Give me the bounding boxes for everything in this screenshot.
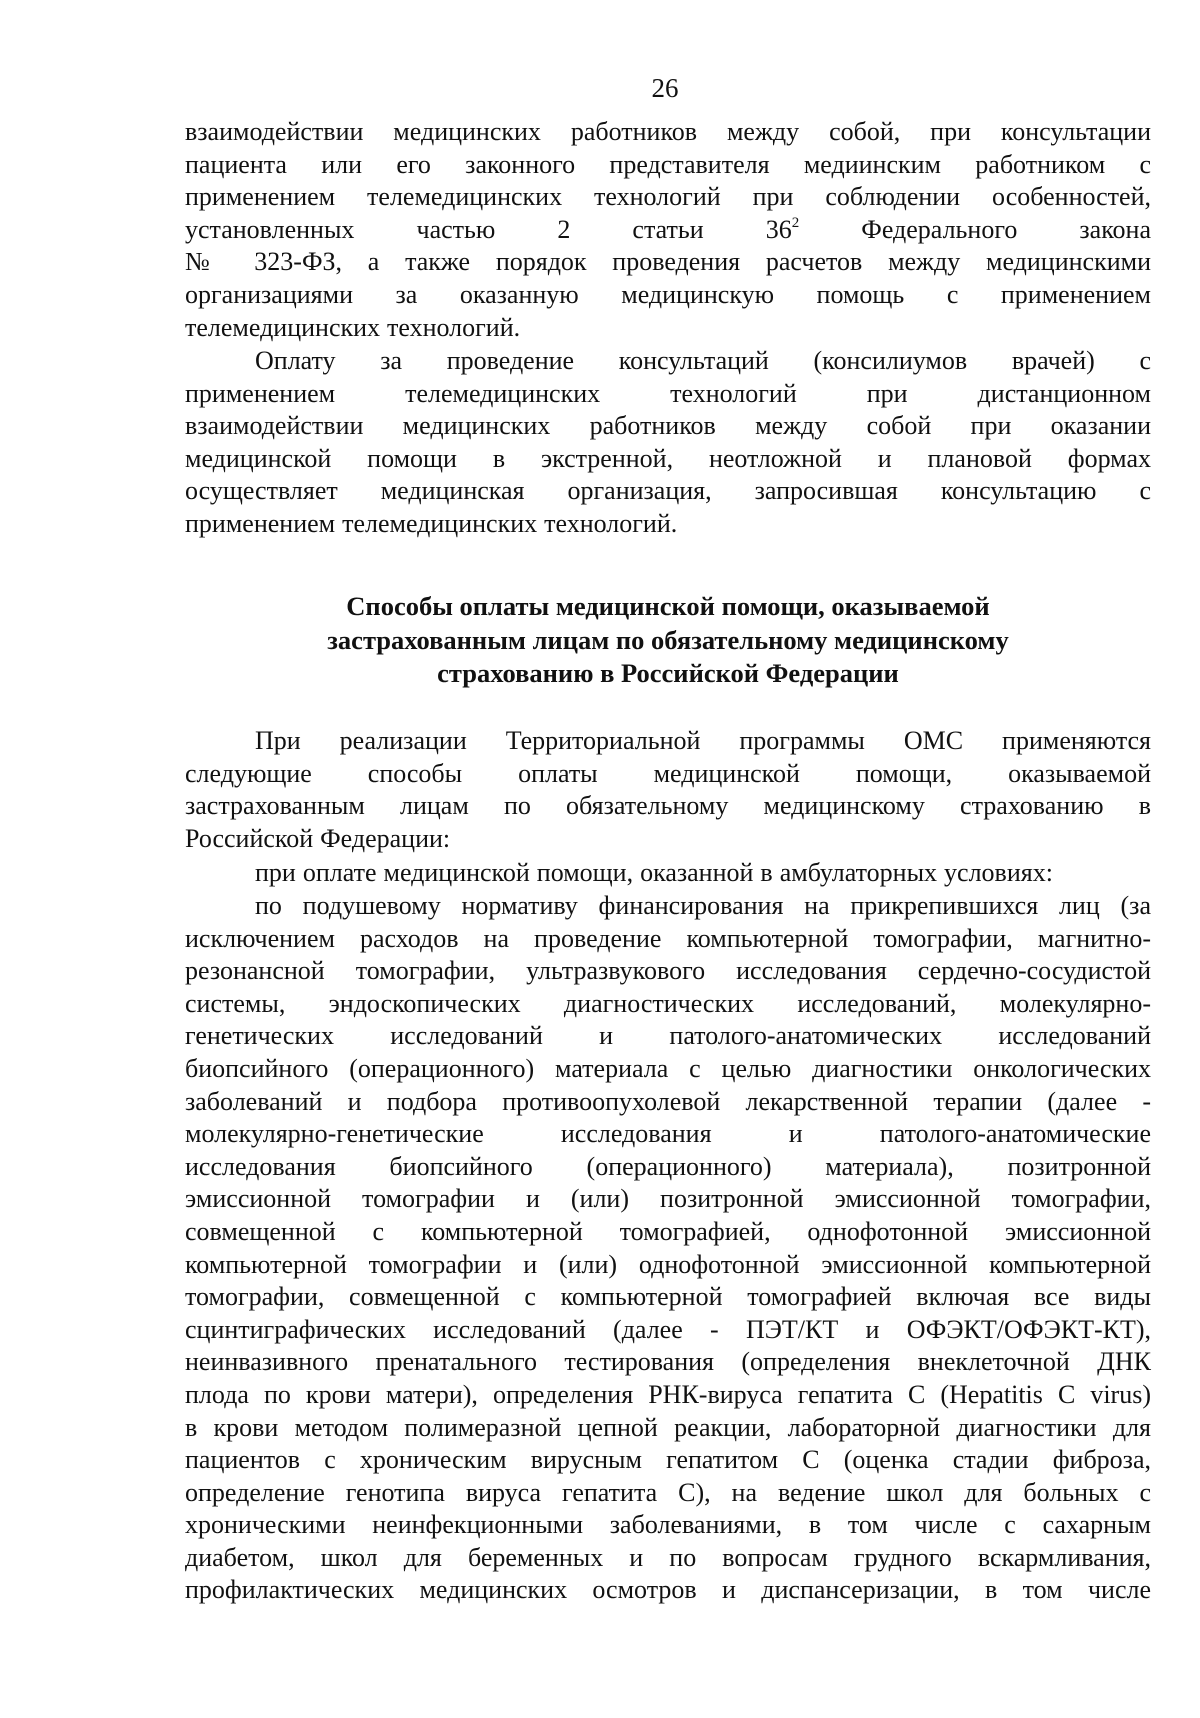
- text-line: № 323-ФЗ, а также порядок проведения расчетов между медицинскими: [185, 247, 1151, 277]
- text-line: системы, эндоскопических диагностических исследований, молекулярно-: [185, 988, 1151, 1018]
- text-line: пациента или его законного представителя медиинским работником с: [185, 149, 1151, 179]
- text-line: При реализации Территориальной программы ОМС применяются: [255, 726, 1151, 755]
- text-line: генетических исследований и патолого-анатомических исследований: [185, 1021, 1151, 1051]
- text-line: совмещенной с компьютерной томографией, однофотонной эмиссионной: [185, 1216, 1151, 1246]
- text-fragment: установленных частью 2 статьи 36: [185, 214, 792, 244]
- heading-line: страхованию в Российской Федерации: [437, 658, 899, 688]
- text-line: диабетом, школ для беременных и по вопросам грудного вскармливания,: [185, 1542, 1151, 1572]
- text-line: хроническими неинфекционными заболеваниями, в том числе с сахарным: [185, 1510, 1151, 1540]
- text-line: определение генотипа вируса гепатита C), на ведение школ для больных с: [185, 1477, 1151, 1507]
- text-line: организациями за оказанную медицинскую помощь с применением: [185, 279, 1151, 309]
- text-line: неинвазивного пренатального тестирования (определения внеклеточной ДНК: [185, 1347, 1151, 1377]
- text-line: следующие способы оплаты медицинской помощи, оказываемой: [185, 758, 1151, 788]
- text-line: молекулярно-генетические исследования и патолого-анатомические: [185, 1119, 1151, 1149]
- text-line: томографии, совмещенной с компьютерной томографией включая все виды: [185, 1282, 1151, 1312]
- text-line: осуществляет медицинская организация, запросившая консультацию с: [185, 476, 1151, 506]
- text-line: применением телемедицинских технологий.: [185, 508, 678, 538]
- paragraph-telemedicine-consultation: [185, 116, 1151, 344]
- text-line: компьютерной томографии и (или) однофотонной эмиссионной компьютерной: [185, 1249, 1151, 1279]
- text-line: взаимодействии медицинских работников между собой, при консультации: [185, 117, 1151, 146]
- text-line: Оплату за проведение консультаций (консилиумов врачей) с: [255, 346, 1151, 375]
- heading-line: Способы оплаты медицинской помощи, оказываемой: [346, 591, 990, 621]
- text-line: исследования биопсийного (операционного) материала), позитронной: [185, 1151, 1151, 1181]
- text-line: застрахованным лицам по обязательному медицинскому страхованию в: [185, 791, 1151, 821]
- text-line: плода по крови матери), определения РНК-вируса гепатита C (Hepatitis C virus): [185, 1379, 1151, 1409]
- text-line: в крови методом полимеразной цепной реакции, лабораторной диагностики для: [185, 1412, 1151, 1442]
- text-line: профилактических медицинских осмотров и диспансеризации, в том числе: [185, 1575, 1151, 1605]
- text-fragment: Федерального закона: [799, 214, 1151, 244]
- superscript: 2: [791, 214, 800, 231]
- text-line: при оплате медицинской помощи, оказанной в амбулаторных условиях:: [255, 858, 1053, 887]
- text-line-with-superscript: [185, 214, 1151, 247]
- text-line: телемедицинских технологий.: [185, 312, 521, 342]
- text-line: эмиссионной томографии и (или) позитронной эмиссионной томографии,: [185, 1184, 1151, 1214]
- text-line: исключением расходов на проведение компьютерной томографии, магнитно-: [185, 923, 1151, 953]
- page-number: 26: [651, 73, 679, 103]
- text-line: сцинтиграфических исследований (далее - ПЭТ/КТ и ОФЭКТ/ОФЭКТ-КТ),: [185, 1314, 1151, 1344]
- paragraph-payment-consultations: [185, 345, 1151, 541]
- text-line: взаимодействии медицинских работников между собой при оказании: [185, 411, 1151, 441]
- paragraph-per-capita-standard: [185, 890, 1151, 1607]
- paragraph-payment-methods-intro: [185, 725, 1151, 855]
- text-line: биопсийного (операционного) материала с целью диагностики онкологических: [185, 1053, 1151, 1083]
- text-line: резонансной томографии, ультразвукового исследования сердечно-сосудистой: [185, 956, 1151, 986]
- section-heading: [185, 590, 1151, 691]
- text-line: применением телемедицинских технологий при соблюдении особенностей,: [185, 182, 1151, 212]
- text-line: заболеваний и подбора противоопухолевой лекарственной терапии (далее -: [185, 1086, 1151, 1116]
- text-line: Российской Федерации:: [185, 823, 451, 853]
- text-line: по подушевому нормативу финансирования на прикрепившихся лиц (за: [255, 891, 1151, 920]
- heading-line: застрахованным лицам по обязательному медицинскому: [327, 624, 1009, 655]
- text-line: пациентов с хроническим вирусным гепатитом C (оценка стадии фиброза,: [185, 1445, 1151, 1475]
- paragraph-outpatient-payment: [185, 857, 1151, 890]
- text-line: применением телемедицинских технологий при дистанционном: [185, 378, 1151, 408]
- text-line: медицинской помощи в экстренной, неотложной и плановой формах: [185, 443, 1151, 473]
